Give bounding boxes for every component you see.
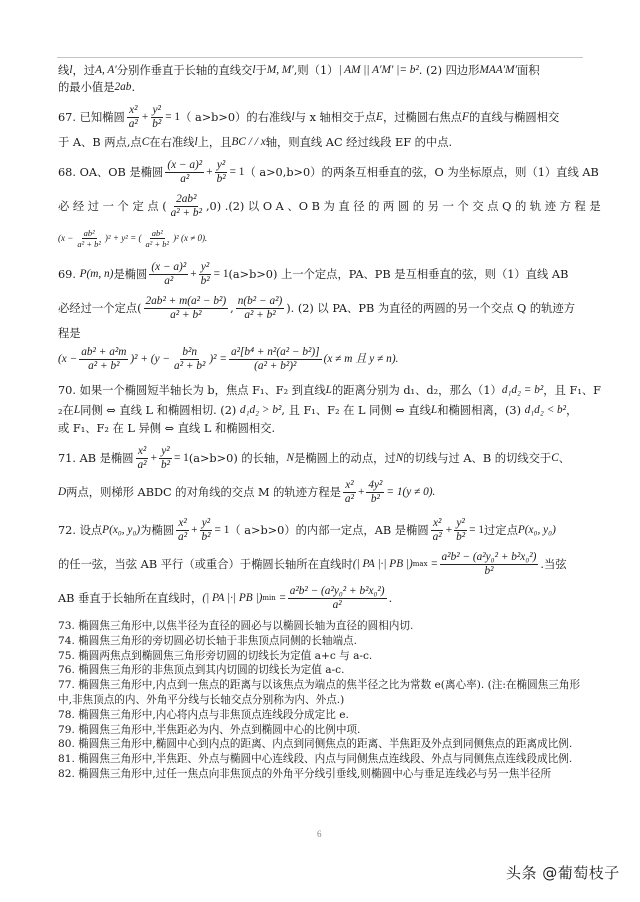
fraction: $\frac{\text{4y²}}{\text{b²}}$ [368, 478, 383, 505]
item-70 [58, 380, 601, 437]
list-item: 78. 椭圆焦三角形中,内心将内点与非焦顶点连线段分成定比 e. [58, 708, 349, 721]
item-68 [58, 155, 601, 253]
item-72 [58, 513, 586, 615]
list-item: 80. 椭圆焦三角形中,椭圆中心到内点的距离、内点到同侧焦点的距离、半焦距及外点到同侧焦点的距离成比例. [58, 738, 573, 751]
item-66-continuation [58, 62, 586, 96]
text-line: (x − $\frac{\text{ab²}}{\text{a² + b²}}$ )² + y² = ( $\frac{\text{ab²}}{\text{a² + b²}}$ )² (x ≠ 0). [58, 227, 208, 249]
list-item: 79. 椭圆焦三角形中,半焦距必为内、外点到椭圆中心的比例中项. [58, 723, 361, 736]
text-line: 69. P(m, n) 是椭圆 $\frac{\text{(x − a)²}}{\text{a²}}$ + $\frac{\text{y²}}{\text{b²}}$ = 1 (a>b>0) 上一个定点，PA、PB 是互相垂直的弦，则（1）直线 AB [58, 260, 569, 287]
fraction: $\frac{\text{ab² + a²m}}{\text{a² + b²}}$ [81, 345, 127, 372]
text-line: 68. OA、OB 是椭圆 $\frac{\text{(x − a)²}}{\text{a²}}$ + $\frac{\text{y²}}{\text{b²}}$ = 1 （ a>0,b>0）的两条互相垂直的弦，O 为坐标原点，则（1）直线 AB [58, 158, 599, 185]
watermark: 头条 @葡萄枝子 [506, 864, 620, 882]
text-line: 必经过一个定点( $\frac{\text{2ab² + m(a² − b²)}}{\text{a² + b²}}$ , $\frac{\text{n(b² − a²)}}{\text{a² + b²}}$ ). (2) 以 PA、PB 为直径的两圆的另一个交点 Q 的轨迹方 [58, 294, 576, 321]
fraction: $\frac{\text{a²b² − (a²y₀² + b²x₀²)}}{\text{a²}}$ [289, 584, 385, 611]
fraction: $\frac{\text{y²}}{\text{b²}}$ [152, 103, 162, 130]
text-line: 或 F₁、F₂ 在 L 异侧 ⇔ 直线 L 和椭圆相交. [58, 422, 276, 435]
list-item: 77. 椭圆焦三角形中,内点到一焦点的距离与以该焦点为端点的焦半径之比为常数 e(离心率). (注:在椭圆焦三角形中,非焦顶点的内、外角平分线与长轴交点分别称为内、外点.) [58, 679, 581, 706]
fraction: $\frac{\text{x²}}{\text{a²}}$ [344, 478, 354, 505]
fraction: $\frac{\text{y²}}{\text{b²}}$ [456, 516, 466, 543]
list-item: 74. 椭圆焦三角形的旁切圆必切长轴于非焦顶点同侧的长轴端点. [58, 634, 358, 647]
fraction: $\frac{\text{y²}}{\text{b²}}$ [160, 444, 170, 471]
fraction: $\frac{\text{y²}}{\text{b²}}$ [200, 260, 210, 287]
document-page [58, 62, 601, 782]
fraction: $\frac{\text{x²}}{\text{a²}}$ [128, 103, 138, 130]
text-line: 67. 已知椭圆 $\frac{\text{x²}}{\text{a²}}$ + $\frac{\text{y²}}{\text{b²}}$ = 1 （ a>b>0）的右准线 l 与 x 轴相交于点 E ，过椭圆右焦点 F 的直线与椭圆相交 [58, 103, 560, 130]
text-line: D 两点，则梯形 ABDC 的对角线的交点 M 的轨迹方程是 $\frac{\text{x²}}{\text{a²}}$ + $\frac{\text{4y²}}{\text{b²}}$ = 1(y ≠ 0). [58, 478, 436, 505]
text-line: 的最小值是 2ab . [58, 81, 136, 94]
fraction: $\frac{\text{ab²}}{\text{a² + b²}}$ [145, 227, 170, 249]
fraction: $\frac{\text{2ab²}}{\text{a² + b²}}$ [170, 192, 202, 219]
fraction: $\frac{\text{2ab² + m(a² − b²)}}{\text{a² + b²}}$ [145, 294, 227, 321]
text-line: 必 经 过 一 个 定 点 ( $\frac{\text{2ab²}}{\text{a² + b²}}$ ,0) .(2) 以 O A 、O B 为 直 径 的 两 圆 的 另 一 个 交 点 Q 的 轨 迹 方 程 是 [58, 192, 601, 219]
fraction: $\frac{\text{x²}}{\text{a²}}$ [178, 516, 188, 543]
fraction: $\frac{\text{ab²}}{\text{a² + b²}}$ [77, 227, 101, 249]
list-item: 81. 椭圆焦三角形中,半焦距、外点与椭圆中心连线段、内点与同侧焦点连线段、外点与同侧焦点连线段成比例. [58, 753, 573, 766]
fraction: $\frac{\text{y²}}{\text{b²}}$ [201, 516, 211, 543]
text-line: 的任一弦，当弦 AB 平行（或重合）于椭圆长轴所在直线时 (| PA |·| PB |) max = $\frac{\text{a²b² − (a²y₀² + b²x₀²)}}{\text{b²}}$ .当弦 [58, 550, 567, 577]
fraction: $\frac{\text{a²[b⁴ + n²(a² − b²)]}}{\text{(a² + b²)²}}$ [231, 345, 320, 372]
list-item: 76. 椭圆焦三角形的非焦顶点到其内切圆的切线长为定值 a-c. [58, 664, 345, 677]
fraction: $\frac{\text{b²n}}{\text{a² + b²}}$ [174, 345, 206, 372]
fraction: $\frac{\text{(x − a)²}}{\text{a²}}$ [167, 158, 203, 185]
page-number: 6 [317, 829, 322, 839]
item-67 [58, 100, 586, 151]
fraction: $\frac{\text{(x − a)²}}{\text{a²}}$ [151, 260, 187, 287]
text-line: AB 垂直于长轴所在直线时， (| PA |·| PB |) min = $\frac{\text{a²b² − (a²y₀² + b²x₀²)}}{\text{a²}}$ . [58, 584, 393, 611]
text-line: 72. 设点 P(x₀, y₀) 为椭圆 $\frac{\text{x²}}{\text{a²}}$ + $\frac{\text{y²}}{\text{b²}}$ = 1 （ a>b>0）的内部一定点，AB 是椭圆 $\frac{\text{x²}}{\text{a²}}$ + $\frac{\text{y²}}{\text{b²}}$ = 1 过定点 P(x₀, y₀) [58, 516, 556, 543]
fraction: $\frac{\text{n(b² − a²)}}{\text{a² + b²}}$ [237, 294, 283, 321]
list-item: 73. 椭圆焦三角形中,以焦半径为直径的圆必与以椭圆长轴为直径的圆相内切. [58, 620, 414, 632]
header-rule [57, 57, 583, 58]
text-line: 于 A、B 两点,点 C 在右准线 l 上，且 BC / / x 轴，则直线 AC 经过线段 EF 的中点. [58, 136, 453, 149]
theorem-list [58, 619, 586, 782]
list-item: 82. 椭圆焦三角形中,过任一焦点向非焦顶点的外角平分线引垂线,则椭圆中心与垂足连线必与另一焦半径所 [58, 767, 552, 780]
fraction: $\frac{\text{a²b² − (a²y₀² + b²x₀²)}}{\text{b²}}$ [441, 550, 537, 577]
list-item: 75. 椭圆两焦点到椭圆焦三角形旁切圆的切线长为定值 a+c 与 a-c. [58, 649, 373, 662]
fraction: $\frac{\text{x²}}{\text{a²}}$ [137, 444, 147, 471]
text-line: (x − $\frac{\text{ab² + a²m}}{\text{a² + b²}}$ )² + (y − $\frac{\text{b²n}}{\text{a² + b²}}$ )² = $\frac{\text{a²[b⁴ + n²(a² − b²)]}}{\text{(a² + b²)²}}$ (x ≠ m 且 y ≠ n). [58, 345, 399, 372]
text-line: 程是 [58, 327, 81, 340]
text-line: 线 l ，过 A, A′ 分别作垂直于长轴的直线交 l 于 M, M′ ,则（1） | AM || A′M′ |= b² . (2) 四边形 MAA′M′ 面积 [58, 64, 540, 77]
text-line: 70. 如果一个椭圆短半轴长为 b，焦点 F₁、F₂ 到直线 L 的距离分别为 d₁、d₂，那么（1） d₁d₂ = b² ，且 F₁、F [58, 383, 601, 397]
text-line: 71. AB 是椭圆 $\frac{\text{x²}}{\text{a²}}$ + $\frac{\text{y²}}{\text{b²}}$ = 1 (a>b>0) 的长轴， N 是椭圆上的动点，过 N 的切线与过 A、B 的切线交于 C 、 [58, 444, 571, 471]
fraction: $\frac{\text{y²}}{\text{b²}}$ [216, 158, 226, 185]
fraction: $\frac{\text{x²}}{\text{a²}}$ [432, 516, 442, 543]
item-69 [58, 257, 586, 376]
item-71 [58, 441, 586, 509]
text-line: ₂在 L 同侧 ⇔ 直线 L 和椭圆相切. (2) d₁d₂ > b² , 且 F₁、F₂ 在 L 同侧 ⇔ 直线 L 和椭圆相离，(3) d₁d₂ < b² ， [58, 403, 578, 417]
